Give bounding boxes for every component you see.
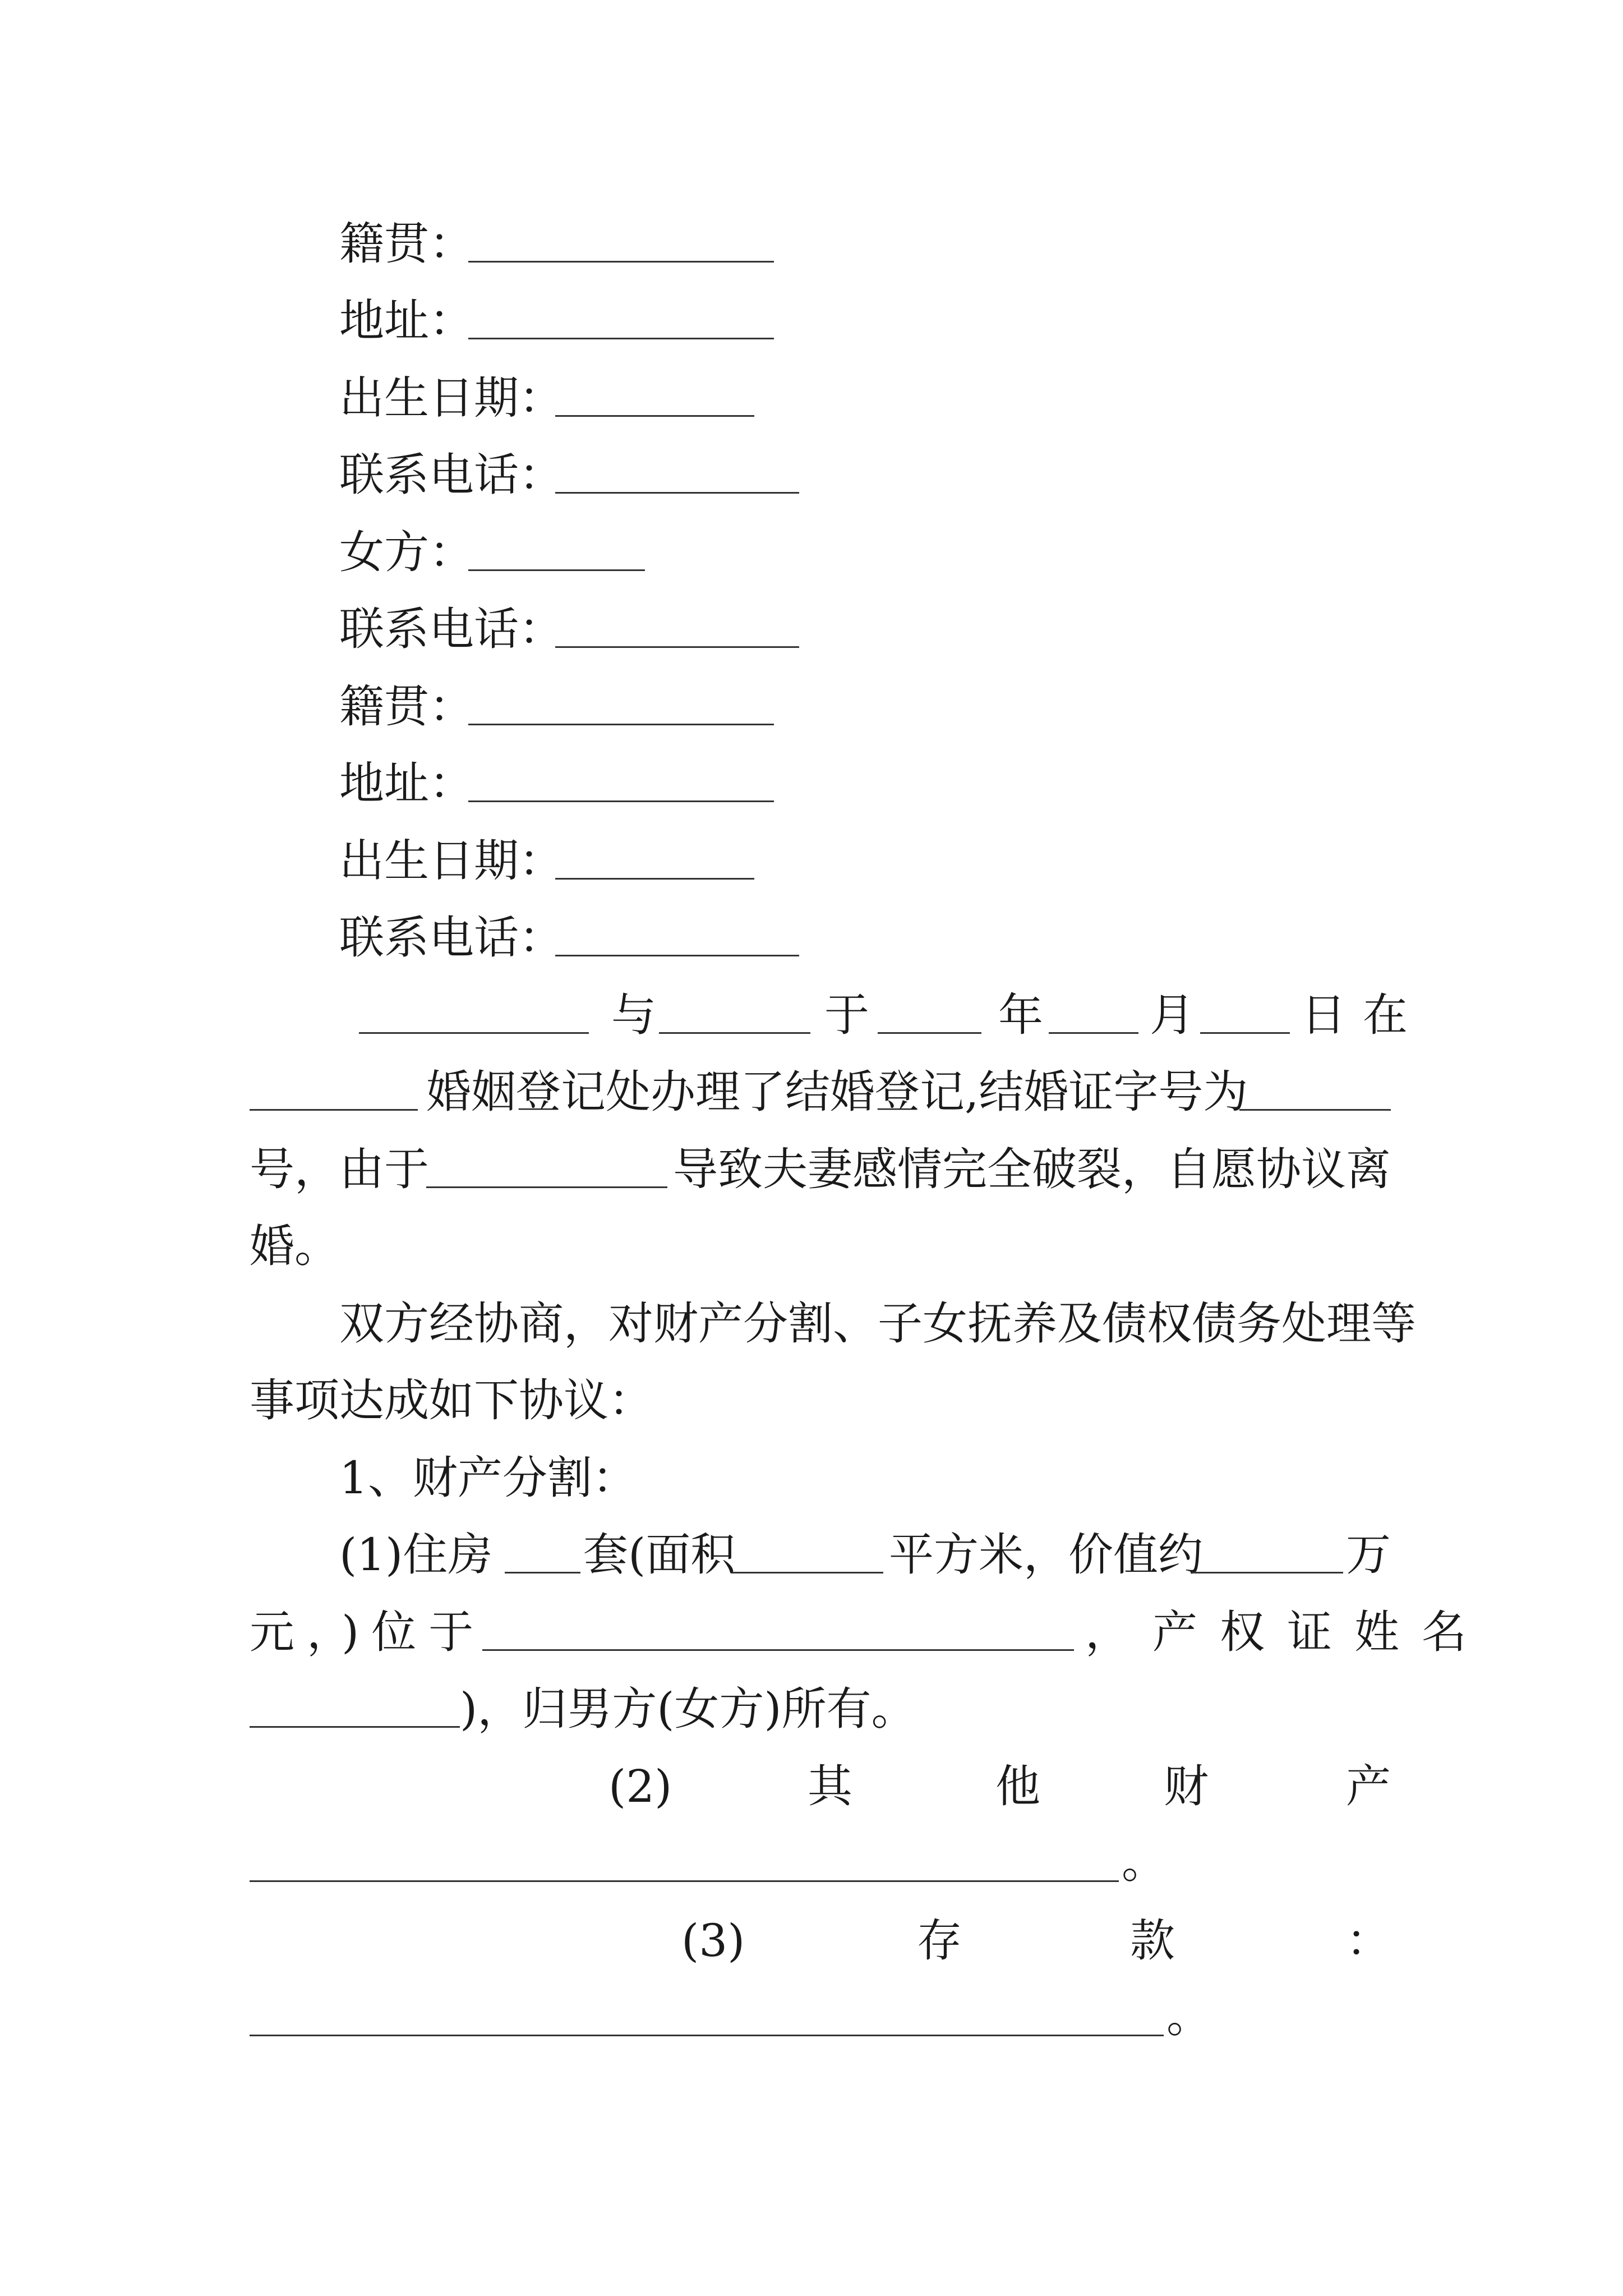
blank-cert-number[interactable] [1239, 1109, 1391, 1111]
text-other-4: 产 [1346, 1760, 1391, 1812]
text-other-end: 。 [1122, 1836, 1166, 1888]
blank-other-property[interactable] [250, 1880, 1119, 1882]
blank-house-count[interactable] [505, 1572, 580, 1573]
text-nian: 年 [998, 989, 1043, 1041]
blank-year[interactable] [878, 1032, 981, 1034]
field-chusheng-1: 出生日期： [339, 372, 564, 424]
text-yue: 月 [1150, 989, 1195, 1041]
text-marriage-line4: 婚。 [250, 1220, 339, 1272]
text-other-2: 他 [995, 1760, 1040, 1812]
text-house-c: 平方米，价值约 [889, 1529, 1203, 1581]
text-other-3: 财 [1164, 1760, 1209, 1812]
field-jiguan-2: 籍贯： [339, 680, 474, 733]
text-house-d: 万 [1346, 1529, 1391, 1581]
blank-dianhua-2[interactable] [555, 646, 799, 648]
text-agreement-intro-1: 双方经协商，对财产分割、子女抚养及债权债务处理等 [339, 1297, 1416, 1350]
field-dizhi-2: 地址： [339, 757, 474, 809]
blank-reason[interactable] [426, 1186, 667, 1188]
field-dianhua-1: 联系电话： [339, 449, 564, 501]
blank-deposit[interactable] [250, 2035, 1164, 2036]
blank-month[interactable] [1049, 1032, 1138, 1034]
text-yu: 与 [611, 989, 656, 1041]
blank-jiguan-2[interactable] [468, 724, 774, 725]
text-deposit-num: (3) [681, 1915, 745, 1967]
field-jiguan-1: 籍贯： [339, 218, 474, 270]
text-other-1: 其 [808, 1760, 852, 1812]
text-marriage-line3a: 号，由于 [250, 1143, 429, 1195]
text-deposit-1: 存 [917, 1915, 962, 1967]
blank-house-location[interactable] [482, 1649, 1074, 1651]
blank-chusheng-2[interactable] [555, 878, 754, 880]
blank-dianhua-1[interactable] [555, 492, 799, 494]
field-dianhua-3: 联系电话： [339, 912, 564, 964]
text-deposit-colon: ： [1346, 1915, 1391, 1967]
text-marriage-line3b: 导致夫妻感情完全破裂，自愿协议离 [673, 1143, 1391, 1195]
blank-dizhi-1[interactable] [468, 338, 774, 339]
text-house2-a: 元，)位于 [250, 1606, 486, 1658]
text-ri-zai: 日在 [1301, 989, 1424, 1041]
blank-dizhi-2[interactable] [468, 800, 774, 802]
text-yu2: 于 [824, 989, 869, 1041]
field-chusheng-2: 出生日期： [339, 835, 564, 887]
blank-owner-name[interactable] [250, 1726, 460, 1728]
text-other-num: (2) [608, 1760, 672, 1812]
text-deposit-end: 。 [1166, 1990, 1211, 2042]
field-nvfang: 女方： [339, 526, 474, 578]
blank-jiguan-1[interactable] [468, 261, 774, 263]
blank-house-area[interactable] [732, 1572, 883, 1573]
blank-day[interactable] [1200, 1032, 1290, 1034]
field-dizhi-1: 地址： [339, 295, 474, 347]
blank-house-value[interactable] [1192, 1572, 1343, 1573]
text-house2-b: ，产权证姓名 [1085, 1606, 1489, 1658]
blank-woman-name[interactable] [659, 1032, 810, 1034]
text-marriage-line2: 婚姻登记处办理了结婚登记,结婚证字号为 [426, 1066, 1248, 1118]
text-property-heading: 1、财产分割： [339, 1452, 637, 1504]
blank-man-name[interactable] [359, 1032, 589, 1034]
blank-nvfang[interactable] [468, 569, 645, 571]
text-agreement-intro-2: 事项达成如下协议： [250, 1374, 653, 1427]
text-house-b: 套(面积 [583, 1529, 736, 1581]
text-house-a: (1)住房 [339, 1529, 493, 1581]
blank-registry[interactable] [250, 1109, 418, 1111]
text-house3: )，归男方(女方)所有。 [460, 1683, 916, 1735]
blank-dianhua-3[interactable] [555, 955, 799, 956]
blank-chusheng-1[interactable] [555, 415, 754, 417]
field-dianhua-2: 联系电话： [339, 603, 564, 655]
text-deposit-2: 款 [1130, 1915, 1175, 1967]
